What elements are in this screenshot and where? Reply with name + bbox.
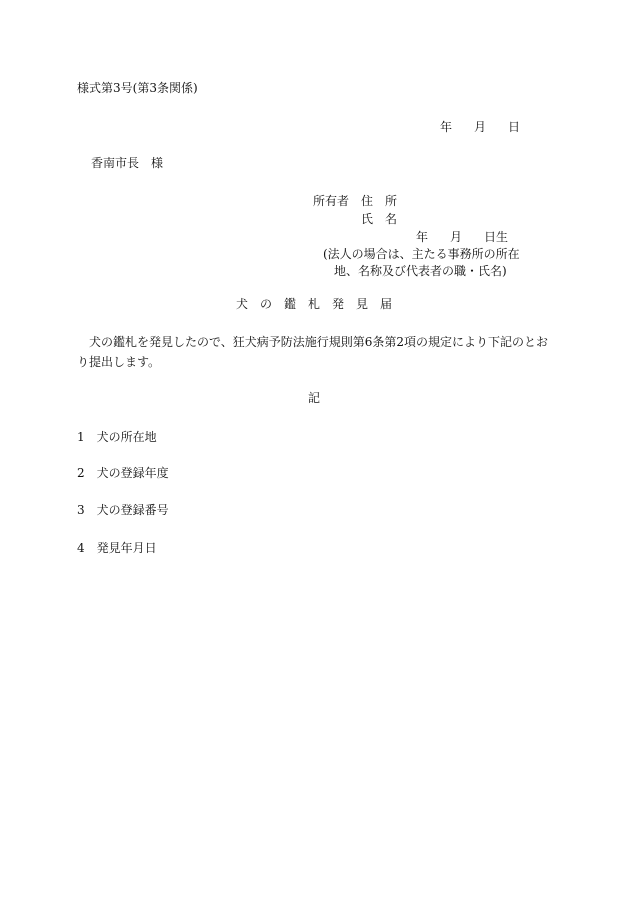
item-2-number: 2 — [77, 466, 85, 480]
owner-address-label: 住 所 — [361, 194, 398, 208]
document-title: 犬 の 鑑 札 発 見 届 — [236, 297, 393, 311]
birth-month: 月 — [450, 230, 463, 244]
item-1-number: 1 — [77, 430, 85, 444]
item-2-label: 犬の登録年度 — [96, 466, 169, 480]
owner-name-label: 氏 名 — [361, 212, 398, 226]
form-label: 様式第3号(第3条関係) — [77, 81, 198, 95]
item-3 — [77, 503, 169, 517]
date-day: 日 — [508, 120, 521, 134]
item-4 — [77, 541, 157, 555]
birth-year: 年 — [416, 230, 429, 244]
item-3-label: 犬の登録番号 — [96, 503, 169, 517]
item-4-number: 4 — [77, 541, 85, 555]
item-1 — [77, 430, 157, 444]
corporate-note-line2: 地、名称及び代表者の職・氏名) — [334, 264, 507, 278]
owner-heading: 所有者 — [313, 194, 350, 208]
date-month: 月 — [474, 120, 487, 134]
birth-day: 日生 — [484, 230, 509, 244]
item-3-number: 3 — [77, 503, 85, 517]
ki-label: 記 — [308, 391, 321, 405]
date-year: 年 — [440, 120, 453, 134]
addressee: 香南市長 様 — [91, 156, 164, 170]
item-4-label: 発見年月日 — [96, 541, 157, 555]
item-1-label: 犬の所在地 — [96, 430, 157, 444]
body-paragraph: 犬の鑑札を発見したので、狂犬病予防法施行規則第6条第2項の規定により下記のとおり提出します。 — [77, 335, 549, 369]
submission-date — [440, 120, 520, 134]
owner-birth-date — [416, 230, 508, 244]
corporate-note-line1: (法人の場合は、主たる事務所の所在 — [323, 247, 520, 261]
item-2 — [77, 466, 169, 480]
